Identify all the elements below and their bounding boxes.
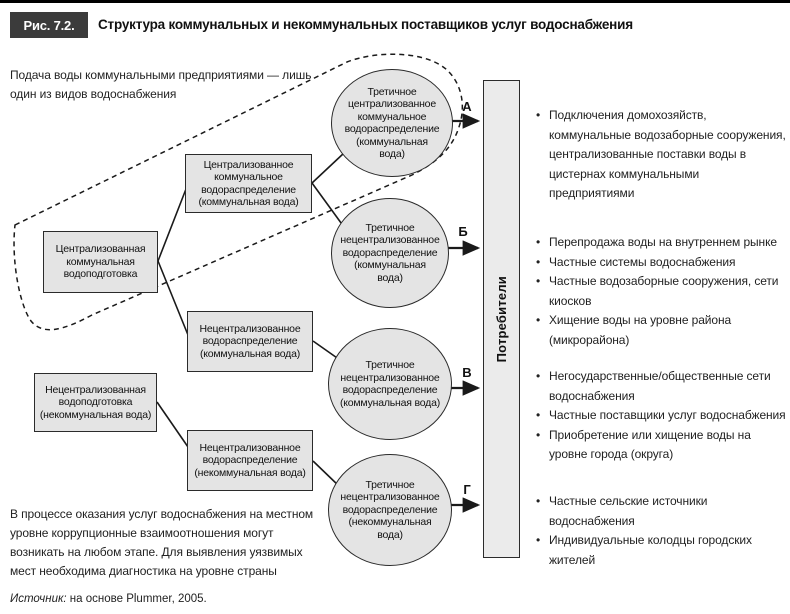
list-item: • Негосударственные/общественные сети водоснабжения — [535, 367, 787, 406]
flow-label-a: А — [462, 99, 472, 114]
connector-line — [157, 402, 188, 447]
connector-line — [158, 189, 186, 261]
bullet-list-a — [535, 106, 787, 204]
bullet-list-b — [535, 233, 787, 350]
list-item: • Подключения домохозяйств, коммунальные водозаборные сооружения, централизованные поставки воды в цистернах коммунальными предприятиями — [535, 106, 787, 204]
node-label: Третичное нецентрализованное водораспределение (коммунальная вода) — [340, 221, 440, 284]
node-tertiary-decentralized-communal-b — [331, 198, 449, 308]
node-label: Централизованное коммунальное водораспределение (коммунальная вода) — [198, 158, 299, 208]
node-label: Централизованная коммунальная водоподготовка — [55, 243, 146, 281]
node-label: Нецентрализованное водораспределение (коммунальная вода) — [199, 322, 301, 360]
bullet-list-g — [535, 492, 787, 570]
node-label: Нецентрализованная водоподготовка (некоммунальная вода) — [39, 383, 152, 421]
figure-title: Структура коммунальных и некоммунальных поставщиков услуг водоснабжения — [98, 17, 633, 32]
list-item: • Частные системы водоснабжения — [535, 253, 787, 273]
node-tertiary-decentralized-communal-v — [328, 328, 452, 440]
bullet-list-v — [535, 367, 787, 465]
connector-line — [312, 153, 344, 183]
list-item: • Индивидуальные колодцы городских жителей — [535, 531, 787, 570]
consumers-label: Потребители — [494, 275, 509, 363]
flow-label-g: Г — [463, 482, 471, 497]
list-item: • Перепродажа воды на внутреннем рынке — [535, 233, 787, 253]
node-decentralized-treatment-noncommunal — [34, 373, 157, 432]
connector-line — [158, 261, 188, 335]
node-label: Третичное централизованное коммунальное водораспределение (коммунальная вода) — [344, 85, 440, 160]
node-decentralized-distribution-communal — [187, 311, 313, 372]
note-top: Подача воды коммунальными предприятиями — лишь один из видов водоснабжения — [10, 68, 312, 101]
node-tertiary-centralized-communal — [331, 69, 453, 177]
figure-number-badge: Рис. 7.2. — [10, 12, 88, 38]
node-tertiary-decentralized-noncommunal — [328, 454, 452, 566]
list-item: • Частные поставщики услуг водоснабжения — [535, 406, 787, 426]
node-label: Нецентрализованное водораспределение (некоммунальная вода) — [194, 441, 306, 479]
note-bottom: В процессе оказания услуг водоснабжения на местном уровне коррупционные взаимоотношения могут возникать на любом этапе. Для выявления уязвимых мест необходима диагностика на уровне страны — [10, 507, 314, 578]
node-label: Третичное нецентрализованное водораспределение (коммунальная вода) — [339, 359, 441, 409]
node-label: Третичное нецентрализованное водораспределение (некоммунальная вода) — [340, 478, 440, 541]
consumers-bar — [483, 80, 520, 558]
node-centralized-communal-treatment — [43, 231, 158, 293]
list-item: • Частные водозаборные сооружения, сети киосков — [535, 272, 787, 311]
connector-line — [312, 183, 344, 227]
source-text: на основе Plummer, 2005. — [66, 593, 207, 605]
list-item: • Частные сельские источники водоснабжения — [535, 492, 787, 531]
list-item: • Приобретение или хищение воды на уровне города (округа) — [535, 426, 787, 465]
node-centralized-communal-distribution — [185, 154, 312, 213]
source-label: Источник: — [10, 593, 67, 605]
flow-label-v: В — [462, 365, 472, 380]
node-decentralized-distribution-noncommunal — [187, 430, 313, 491]
list-item: • Хищение воды на уровне района (микрорайона) — [535, 311, 787, 350]
flow-label-b: Б — [458, 224, 468, 239]
